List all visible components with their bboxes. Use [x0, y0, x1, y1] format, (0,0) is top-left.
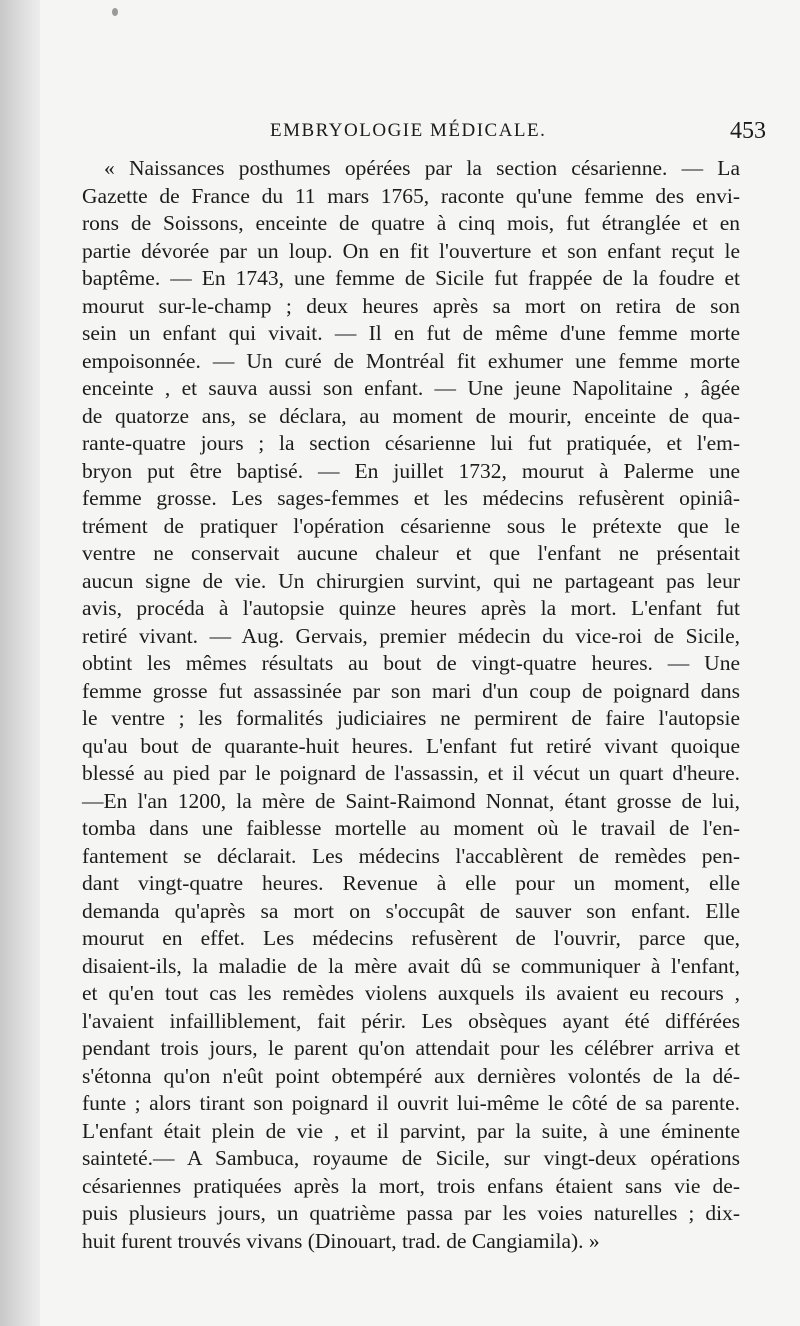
text-line: pendant trois jours, le parent qu'on attendait pour les célébrer arriva et — [82, 1036, 740, 1060]
text-line: blessé au pied par le poignard de l'assassin, et il vécut un quart d'heure. — [82, 761, 740, 785]
text-line: obtint les mêmes résultats au bout de vingt-quatre heures. — Une — [82, 651, 740, 675]
text-line: bryon put être baptisé. — En juillet 1732, mourut à Palerme une — [82, 458, 740, 483]
text-line: disaient-ils, la maladie de la mère avait dû se communiquer à l'enfant, — [82, 953, 740, 978]
text-line: mourut en effet. Les médecins refusèrent de l'ouvrir, parce que, — [82, 926, 740, 950]
text-line: s'étonna qu'on n'eût point obtempéré aux dernières volontés de la dé- — [82, 1063, 740, 1088]
text-line: Gazette de France du 11 mars 1765, raconte qu'une femme des envi- — [82, 183, 740, 208]
text-line: rante-quatre jours ; la section césarienne lui fut pratiquée, et l'em- — [82, 431, 740, 455]
text-line: sainteté.— A Sambuca, royaume de Sicile, sur vingt-deux opérations — [82, 1146, 740, 1170]
text-line: rons de Soissons, enceinte de quatre à cinq mois, fut étranglée et en — [82, 211, 740, 235]
text-line: huit furent trouvés vivans (Dinouart, trad. de Cangiamila). » — [82, 1228, 600, 1253]
page-header — [40, 120, 800, 150]
text-line: —En l'an 1200, la mère de Saint-Raimond Nonnat, étant grosse de lui, — [82, 788, 740, 813]
text-line: femme grosse fut assassinée par son mari d'un coup de poignard dans — [82, 678, 740, 703]
text-line: « Naissances posthumes opérées par la section césarienne. — La — [104, 156, 740, 180]
text-line: tomba dans une faiblesse mortelle au moment où le travail de l'en- — [82, 816, 740, 840]
text-line: partie dévorée par un loup. On en fit l'ouverture et son enfant reçut le — [82, 238, 740, 263]
text-line: le ventre ; les formalités judiciaires ne permirent de faire l'autopsie — [82, 706, 740, 730]
text-line: mourut sur-le-champ ; deux heures après sa mort on retira de son — [82, 293, 740, 318]
text-line: fantement se déclarait. Les médecins l'accablèrent de remèdes pen- — [82, 843, 740, 868]
text-line: de quatorze ans, se déclara, au moment de mourir, enceinte de qua- — [82, 403, 740, 428]
page-number: 453 — [730, 118, 766, 144]
text-line: funte ; alors tirant son poignard il ouvrit lui-même le côté de sa parente. — [82, 1091, 740, 1115]
text-line: demanda qu'après sa mort on s'occupât de sauver son enfant. Elle — [82, 898, 740, 923]
text-line: qu'au bout de quarante-huit heures. L'enfant fut retiré vivant quoique — [82, 733, 740, 758]
text-line: aucun signe de vie. Un chirurgien survint, qui ne partageant pas leur — [82, 568, 740, 593]
text-line: l'avaient infailliblement, fait périr. Les obsèques ayant été différées — [82, 1008, 740, 1033]
body-text — [82, 155, 740, 1255]
text-line: baptême. — En 1743, une femme de Sicile fut frappée de la foudre et — [82, 266, 740, 290]
text-line: puis plusieurs jours, un quatrième passa par les voies naturelles ; dix- — [82, 1201, 740, 1225]
text-line: retiré vivant. — Aug. Gervais, premier médecin du vice-roi de Sicile, — [82, 623, 740, 648]
text-line: enceinte , et sauva aussi son enfant. — Une jeune Napolitaine , âgée — [82, 376, 740, 400]
text-line: sein un enfant qui vivait. — Il en fut de même d'une femme morte — [82, 321, 740, 345]
text-line: femme grosse. Les sages-femmes et les médecins refusèrent opiniâ- — [82, 486, 740, 510]
text-line: L'enfant était plein de vie , et il parvint, par la suite, à une éminente — [82, 1118, 740, 1143]
text-line: avis, procéda à l'autopsie quinze heures après la mort. L'enfant fut — [82, 596, 740, 620]
running-head: EMBRYOLOGIE MÉDICALE. — [270, 120, 547, 141]
text-line: trément de pratiquer l'opération césarienne sous le prétexte que le — [82, 513, 740, 538]
ink-speck — [112, 8, 118, 16]
text-line: dant vingt-quatre heures. Revenue à elle pour un moment, elle — [82, 871, 740, 895]
text-line: et qu'en tout cas les remèdes violens auxquels ils avaient eu recours , — [82, 981, 740, 1005]
text-line: ventre ne conservait aucune chaleur et que l'enfant ne présentait — [82, 541, 740, 565]
text-line: empoisonnée. — Un curé de Montréal fit exhumer une femme morte — [82, 348, 740, 373]
text-line: césariennes pratiquées après la mort, trois enfans étaient sans vie de- — [82, 1173, 740, 1198]
